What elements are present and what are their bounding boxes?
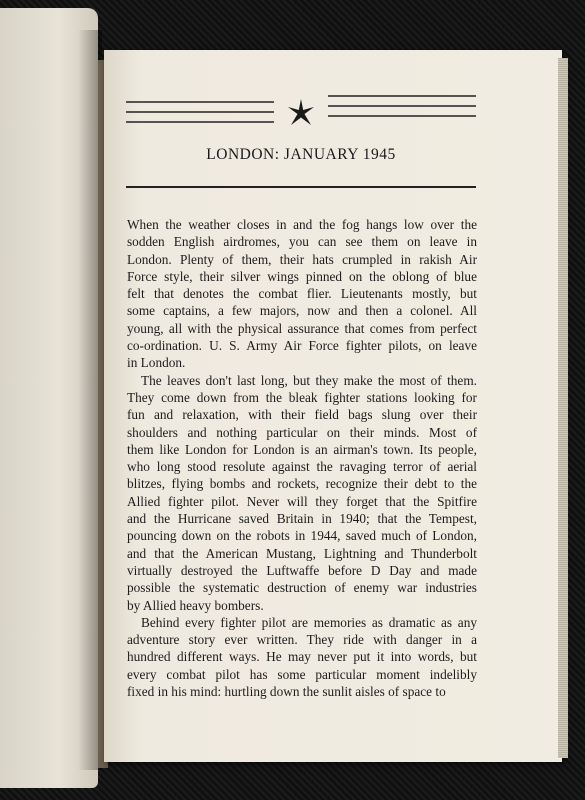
- text-line: shoulders and nothing particular on their minds. Most of: [127, 424, 477, 440]
- text-line: When the weather closes in and the fog hangs low over the: [127, 217, 477, 232]
- paragraph-3: [127, 614, 477, 700]
- text-line: and that the American Mustang, Lightning and Thunderbolt: [127, 545, 477, 561]
- text-line: some captains, a few majors, now and then a colonel. All: [127, 303, 477, 319]
- text-line: hundred different ways. He may never put it into words, but: [127, 649, 477, 665]
- text-line: them like London for London is an airman's town. Its people,: [127, 441, 477, 457]
- text-line: felt that denotes the combat flier. Lieutenants mostly, but: [127, 286, 477, 302]
- text-line: blitzes, flying bombs and rockets, recognize their debt to the: [127, 476, 477, 492]
- text-line: in London.: [127, 355, 186, 371]
- text-line: young, all with the physical assurance that comes from perfect: [127, 320, 477, 336]
- body-text: [127, 216, 477, 700]
- chapter-heading: LONDON: JANUARY 1945: [206, 146, 396, 163]
- text-line: They come down from the bleak fighter stations looking for: [127, 389, 477, 405]
- text-line: pouncing down on the robots in 1944, saved much of London,: [127, 528, 477, 544]
- chapter-ornament: [126, 92, 476, 132]
- text-line: virtually destroyed the Luftwaffe before D Day and made: [127, 562, 477, 578]
- ornament-left-rules: [126, 102, 274, 122]
- text-line: fun and relaxation, with their field bags slung over their: [127, 407, 477, 423]
- text-line: by Allied heavy bombers.: [127, 597, 264, 613]
- text-line: who long stood resolute against the ravaging terror of aerial: [127, 459, 477, 475]
- text-line: adventure story ever written. They ride with danger in a: [127, 632, 477, 648]
- heading-rule: [126, 186, 476, 188]
- page-edges: [558, 58, 568, 758]
- paragraph-2: [127, 372, 477, 614]
- text-line: The leaves don't last long, but they make the most of them.: [141, 372, 477, 388]
- text-line: possible the systematic destruction of enemy war industries: [127, 580, 477, 596]
- text-line: Allied fighter pilot. Never will they forget that the Spitfire: [127, 493, 477, 509]
- text-line: London. Plenty of them, their hats crumpled in rakish Air: [127, 251, 477, 267]
- text-line: Behind every fighter pilot are memories as dramatic as any: [141, 614, 477, 630]
- text-line: fixed in his mind: hurtling down the sunlit aisles of space to: [127, 684, 446, 700]
- star-icon: [288, 99, 314, 125]
- text-line: co-ordination. U. S. Army Air Force fighter pilots, on leave: [127, 338, 477, 354]
- text-line: every combat pilot has some particular moment indelibly: [127, 666, 477, 682]
- text-line: sodden English airdromes, you can see them on leave in: [127, 234, 477, 250]
- paragraph-1: [127, 216, 477, 372]
- ornament-right-rules: [328, 96, 476, 116]
- text-line: Force style, their silver wings pinned on the oblong of blue: [127, 268, 477, 284]
- text-line: and the Hurricane saved Britain in 1940; that the Tempest,: [127, 511, 477, 527]
